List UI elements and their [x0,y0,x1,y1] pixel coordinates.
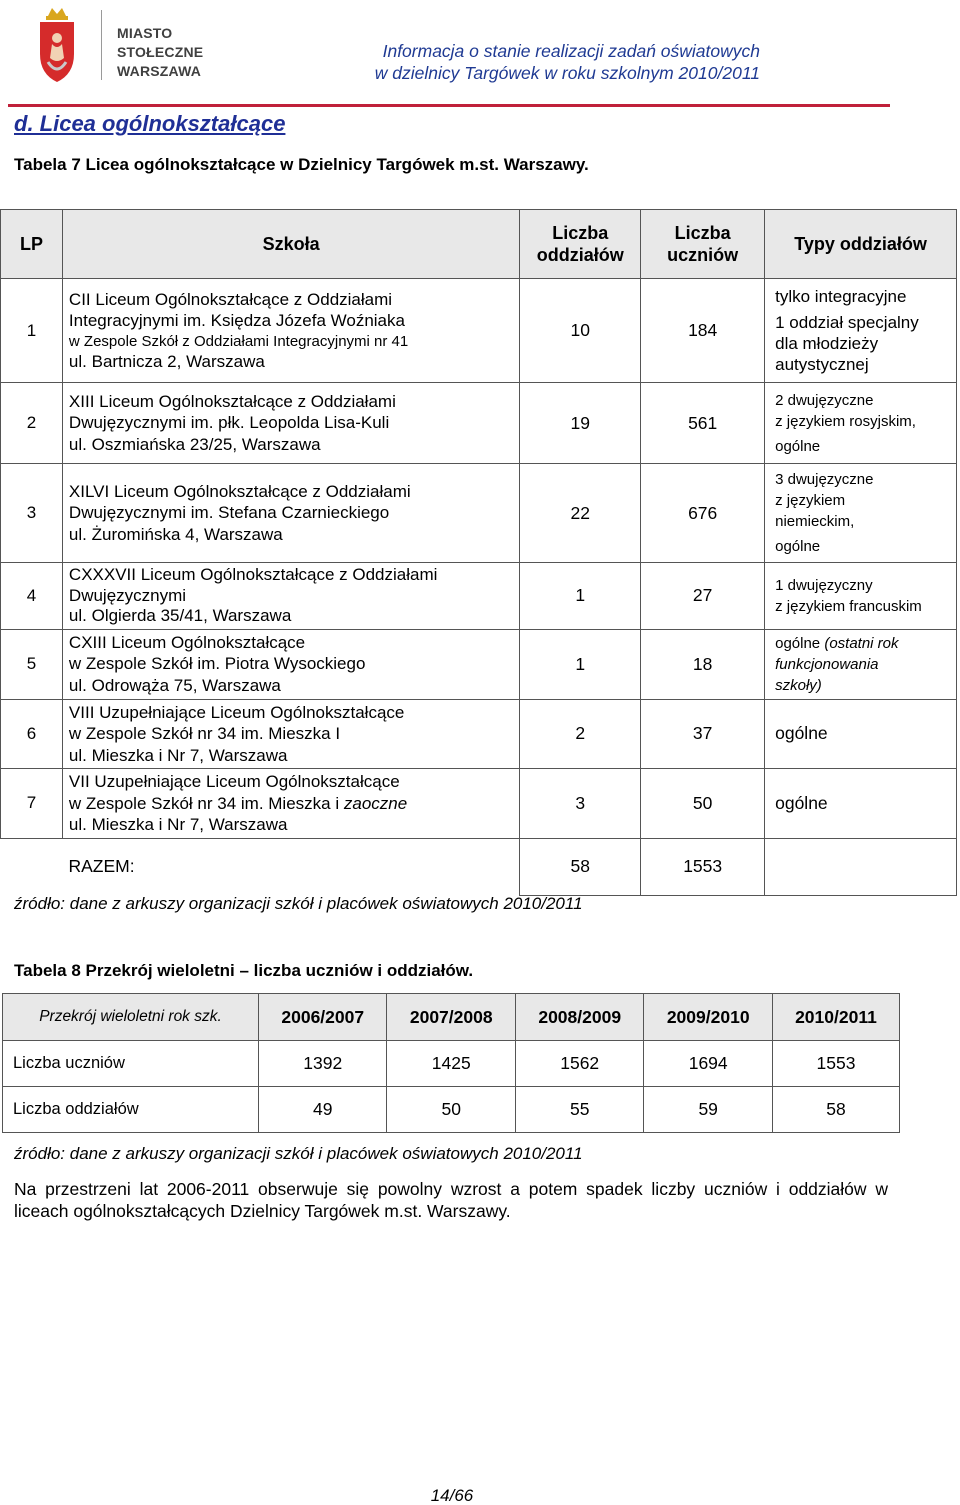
cell-lp: 5 [1,629,63,699]
header-year: 2008/2009 [515,994,643,1041]
total-classes: 58 [520,838,641,895]
cell-lp: 1 [1,279,63,383]
cell-students: 561 [641,383,765,464]
table-row [3,1087,900,1133]
table7-source-note: źródło: dane z arkuszy organizacji szkół i placówek oświatowych 2010/2011 [14,894,583,913]
cell-classes: 10 [520,279,641,383]
cell-lp: 6 [1,699,63,769]
warsaw-coat-of-arms-logo [34,6,80,84]
cell-value: 1562 [515,1041,643,1087]
multiyear-table [2,993,900,1133]
total-label: RAZEM: [68,856,135,877]
cell-lp: 2 [1,383,63,464]
cell-value: 59 [644,1087,772,1133]
header-school: Szkoła [62,210,519,279]
table8-caption: Tabela 8 Przekrój wieloletni – liczba uczniów i oddziałów. [14,961,474,980]
total-students: 1553 [641,838,765,895]
logo-separator [101,10,102,80]
schools-table [0,209,957,896]
cell-types: 3 dwujęzyczne z językiem niemieckim, ogólne [765,464,957,563]
table8-source-note: źródło: dane z arkuszy organizacji szkół i placówek oświatowych 2010/2011 [14,1144,583,1163]
cell-students: 27 [641,563,765,630]
table-total-row [1,838,957,895]
header-students: Liczba uczniów [641,210,765,279]
cell-classes: 1 [520,629,641,699]
logo-line: WARSZAWA [117,63,202,79]
cell-lp: 7 [1,769,63,839]
cell-students: 184 [641,279,765,383]
cell-value: 50 [387,1087,515,1133]
multiyear-header [3,994,900,1041]
table-row [1,464,957,563]
cell-value: 1425 [387,1041,515,1087]
cell-school: CXXXVII Liceum Ogólnokształcące z Oddziałami Dwujęzycznymi ul. Olgierda 35/41, Warszawa [62,563,519,630]
cell-lp: 3 [1,464,63,563]
cell-classes: 1 [520,563,641,630]
header-title-line-1: Informacja o stanie realizacji zadań oświatowych [382,41,760,61]
cell-value: 1392 [259,1041,387,1087]
cell-students: 18 [641,629,765,699]
logo-line: MIASTO [117,25,173,41]
row-label: Liczba uczniów [3,1041,259,1087]
table-row [1,383,957,464]
table-row [1,563,957,630]
cell-value: 1553 [772,1041,899,1087]
header-year: 2009/2010 [644,994,772,1041]
cell-school: CXIII Liceum Ogólnokształcące w Zespole Szkół im. Piotra Wysockiego ul. Odrowąża 75, Warszawa [62,629,519,699]
header-period-label: Przekrój wieloletni rok szk. [3,994,259,1041]
table-row [1,279,957,383]
cell-school: XIII Liceum Ogólnokształcące z Oddziałami Dwujęzycznymi im. płk. Leopolda Lisa-Kuli ul. Oszmiańska 23/25, Warszawa [62,383,519,464]
logo-wordmark [117,24,203,81]
cell-classes: 22 [520,464,641,563]
cell-value: 1694 [644,1041,772,1087]
cell-value: 55 [515,1087,643,1133]
header-year: 2007/2008 [387,994,515,1041]
cell-types: ogólne [765,699,957,769]
table-row [1,699,957,769]
table-row [3,1041,900,1087]
cell-school: VII Uzupełniające Liceum Ogólnokształcące w Zespole Szkół nr 34 im. Mieszka i zaoczne ul. Mieszka i Nr 7, Warszawa [62,769,519,839]
cell-types: 2 dwujęzyczne z językiem rosyjskim, ogólne [765,383,957,464]
cell-types: ogólne (ostatni rok funkcjonowania szkoły) [765,629,957,699]
header-rule [8,104,890,107]
header-year: 2010/2011 [772,994,899,1041]
summary-paragraph: Na przestrzeni lat 2006-2011 obserwuje się powolny wzrost a potem spadek liczby uczniów i oddziałów w liceach ogólnokształcących Dzielnicy Targówek m.st. Warszawy. [14,1179,888,1221]
schools-table-header [1,210,957,279]
cell-school: XILVI Liceum Ogólnokształcące z Oddziałami Dwujęzycznymi im. Stefana Czarnieckiego ul. Żuromińska 4, Warszawa [62,464,519,563]
cell-school: CII Liceum Ogólnokształcące z Oddziałami Integracyjnymi im. Księdza Józefa Woźniaka w Zespole Szkół z Oddziałami Integracyjnymi nr 41 ul. Bartnicza 2, Warszawa [62,279,519,383]
document-header-title [300,40,760,84]
cell-value: 49 [259,1087,387,1133]
cell-students: 676 [641,464,765,563]
total-empty-cell [765,838,957,895]
cell-school: VIII Uzupełniające Liceum Ogólnokształcące w Zespole Szkół nr 34 im. Mieszka I ul. Mieszka i Nr 7, Warszawa [62,699,519,769]
table7-caption: Tabela 7 Licea ogólnokształcące w Dzielnicy Targówek m.st. Warszawy. [14,155,589,174]
header-year: 2006/2007 [259,994,387,1041]
cell-students: 37 [641,699,765,769]
cell-lp: 4 [1,563,63,630]
cell-types: ogólne [765,769,957,839]
cell-classes: 19 [520,383,641,464]
page-number: 14/66 [430,1486,474,1505]
cell-classes: 3 [520,769,641,839]
logo-line: STOŁECZNE [117,44,204,60]
header-lp: LP [1,210,63,279]
table-row [1,769,957,839]
table-row [1,629,957,699]
header-types: Typy oddziałów [765,210,957,279]
cell-classes: 2 [520,699,641,769]
section-title: d. Licea ogólnokształcące [14,111,286,136]
cell-students: 50 [641,769,765,839]
header-title-line-2: w dzielnicy Targówek w roku szkolnym 2010/2011 [374,63,760,83]
row-label: Liczba oddziałów [3,1087,259,1133]
cell-types: 1 dwujęzyczny z językiem francuskim [765,563,957,630]
cell-value: 58 [772,1087,899,1133]
cell-types: tylko integracyjne 1 oddział specjalny dla młodzieży autystycznej [765,279,957,383]
header-classes: Liczba oddziałów [520,210,641,279]
